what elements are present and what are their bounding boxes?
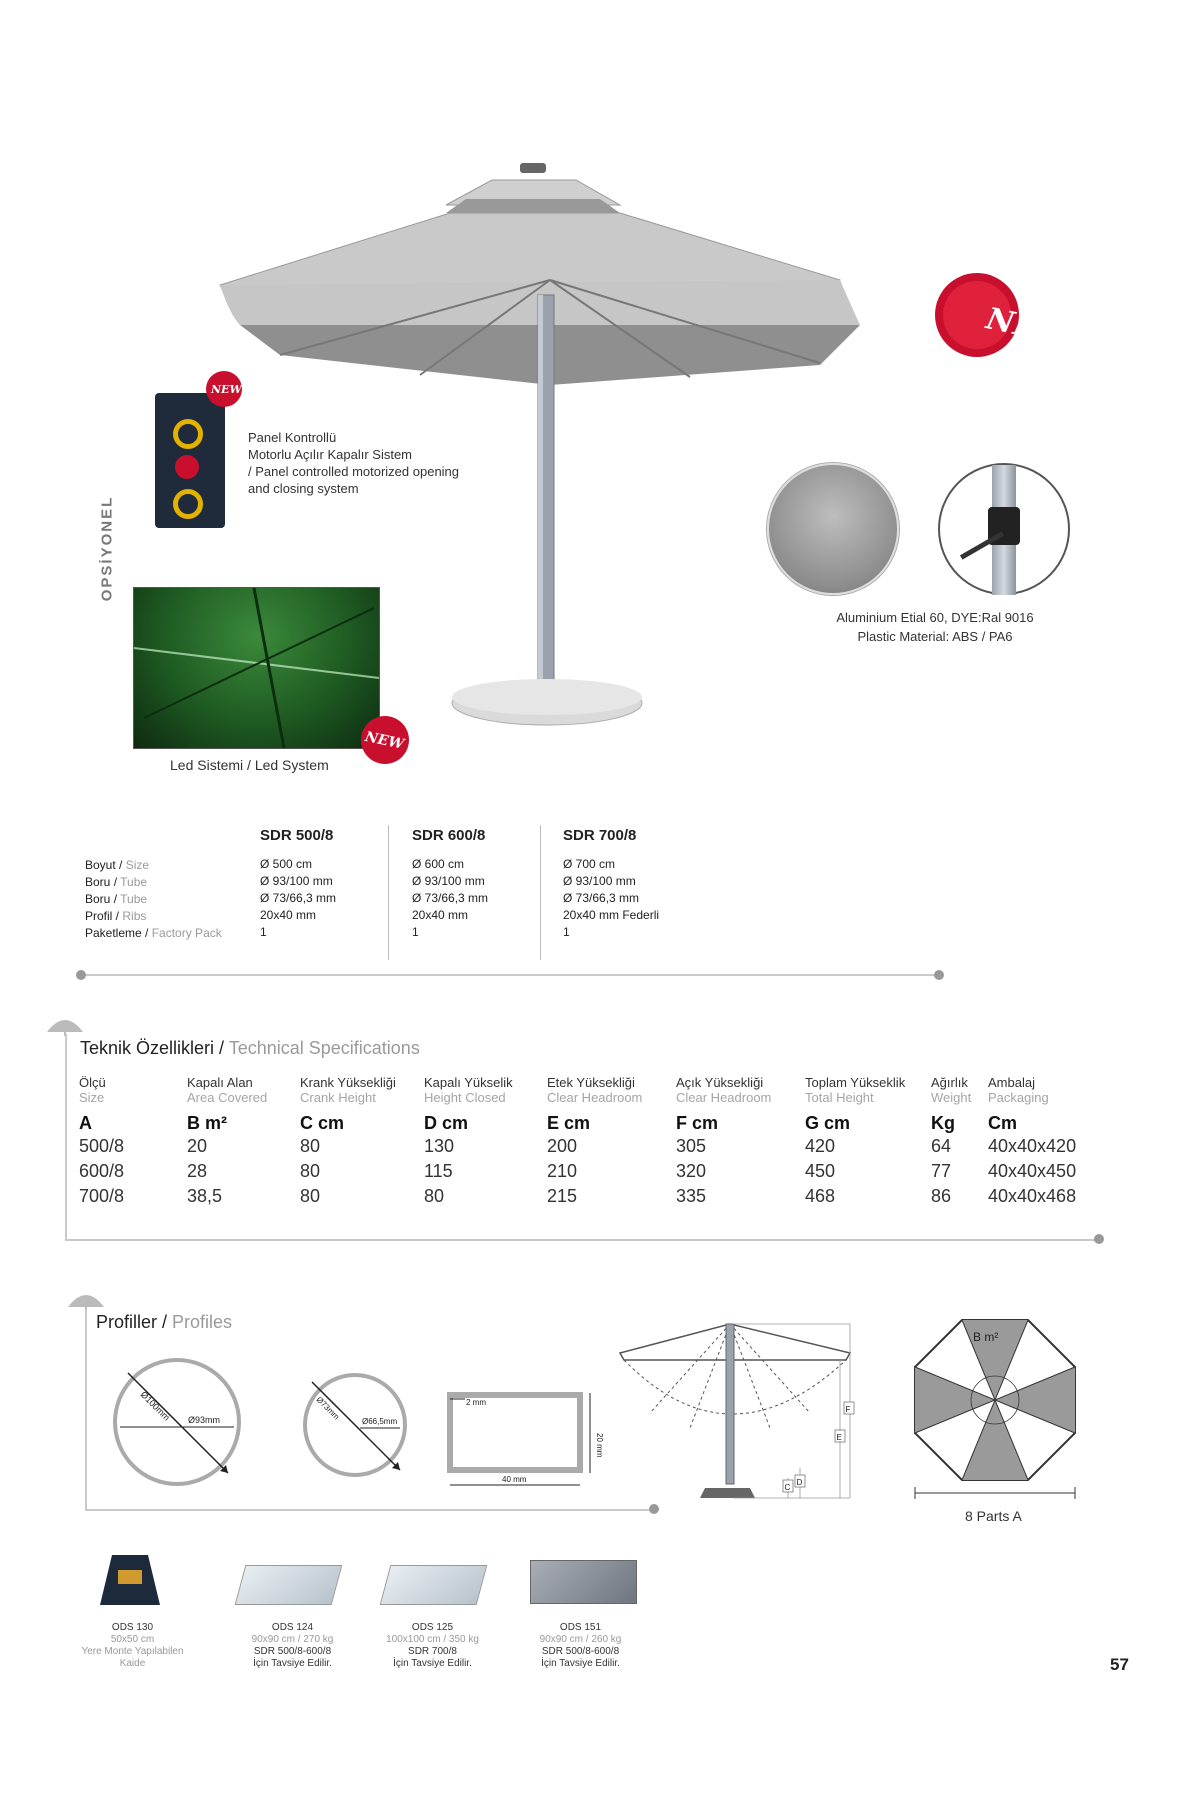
umbrella-icon xyxy=(45,1012,85,1036)
base-image xyxy=(240,1545,335,1615)
panel-line: and closing system xyxy=(248,481,359,496)
table-cell: 20 xyxy=(187,1136,208,1156)
column-header-tr: Açık Yüksekliği xyxy=(676,1075,764,1090)
column-header-en: Weight xyxy=(931,1090,972,1105)
column-header-en: Size xyxy=(79,1090,105,1105)
column-header-en: Area Covered xyxy=(187,1090,268,1105)
spec-value: 20x40 mm xyxy=(260,908,317,922)
column-unit: E cm xyxy=(547,1113,591,1133)
column-divider xyxy=(540,825,541,960)
column-unit: Cm xyxy=(988,1113,1018,1133)
tech-column xyxy=(676,1075,771,1207)
model-name: SDR 500/8 xyxy=(260,827,334,844)
yellow-button-icon xyxy=(173,419,203,449)
led-system-image xyxy=(133,587,380,749)
optional-side-label: OPSİYONEL xyxy=(98,495,116,602)
panel-new-badge-icon xyxy=(203,368,245,410)
column-unit: G cm xyxy=(805,1113,851,1133)
spec-label: Boru / Tube xyxy=(85,875,148,889)
table-cell: 130 xyxy=(424,1136,455,1156)
panel-description xyxy=(248,429,459,497)
pole-detail-image xyxy=(938,463,1070,595)
material-line-2: Plastic Material: ABS / PA6 xyxy=(857,629,1013,644)
column-header-tr: Ölçü xyxy=(79,1075,106,1090)
spec-value: Ø 93/100 mm xyxy=(412,874,485,888)
spec-label: Profil / Ribs xyxy=(85,909,147,923)
tech-column xyxy=(187,1075,267,1207)
dim-e-label: E xyxy=(836,1433,842,1442)
spec-value: 1 xyxy=(412,925,419,939)
column-unit: D cm xyxy=(424,1113,469,1133)
spec-value: Ø 93/100 mm xyxy=(563,874,636,888)
octagon-area-label: B m² xyxy=(973,1330,999,1344)
spec-value: Ø 73/66,3 mm xyxy=(260,891,337,905)
column-header-tr: Krank Yüksekliği xyxy=(300,1075,396,1090)
table-cell: 320 xyxy=(676,1161,707,1181)
yellow-button-icon xyxy=(173,489,203,519)
tube-profile-large xyxy=(110,1355,245,1490)
tech-table xyxy=(79,1075,1099,1235)
column-header-tr: Ağırlık xyxy=(931,1075,968,1090)
table-cell: 40x40x450 xyxy=(988,1161,1077,1181)
table-cell: 420 xyxy=(805,1136,836,1156)
column-header-en: Height Closed xyxy=(424,1090,506,1105)
base-caption: ODS 130 50x50 cm Yere Monte Yapılabilen Kaide xyxy=(81,1622,184,1669)
tech-column xyxy=(79,1075,124,1207)
base-caption: ODS 124 90x90 cm / 270 kg SDR 500/8-600/8 İçin Tavsiye Edilir. xyxy=(251,1622,334,1669)
table-cell: 468 xyxy=(805,1186,836,1206)
tech-column xyxy=(931,1075,971,1207)
model-column xyxy=(412,827,488,941)
tech-column xyxy=(300,1075,396,1207)
base-image xyxy=(385,1545,480,1615)
umbrella-dimension-diagram xyxy=(610,1318,900,1518)
red-button-icon xyxy=(175,455,199,479)
control-panel-image xyxy=(155,393,225,528)
section-divider xyxy=(80,974,940,976)
svg-text:NEW: NEW xyxy=(363,728,406,753)
column-header-en: Clear Headroom xyxy=(676,1090,772,1105)
profiles-title: Profiller / Profiles xyxy=(96,1312,233,1332)
svg-text:NEW: NEW xyxy=(211,383,242,396)
led-caption: Led Sistemi / Led System xyxy=(170,757,329,773)
table-cell: 210 xyxy=(547,1161,578,1181)
model-name: SDR 600/8 xyxy=(412,827,486,844)
spec-value: Ø 73/66,3 mm xyxy=(563,891,640,905)
base-image xyxy=(530,1540,635,1615)
table-cell: 450 xyxy=(805,1161,836,1181)
rib-wall-label: 2 mm xyxy=(466,1398,486,1407)
main-badge-text: NEW xyxy=(983,301,1073,354)
column-header-en: Clear Headroom xyxy=(547,1090,643,1105)
column-header-tr: Kapalı Yükselik xyxy=(424,1075,513,1090)
spec-labels xyxy=(85,857,222,942)
dim-d-label: D xyxy=(796,1478,803,1487)
spec-value: Ø 73/66,3 mm xyxy=(412,891,489,905)
table-cell: 80 xyxy=(300,1161,321,1181)
column-unit: Kg xyxy=(931,1113,955,1133)
table-cell: 215 xyxy=(547,1186,578,1206)
spec-label: Boru / Tube xyxy=(85,892,148,906)
spec-value: 1 xyxy=(260,925,267,939)
column-unit: A xyxy=(79,1113,92,1133)
base-caption: ODS 125 100x100 cm / 350 kg SDR 700/8 İçin Tavsiye Edilir. xyxy=(386,1622,479,1669)
table-cell: 40x40x468 xyxy=(988,1186,1077,1206)
rib-height-label: 20 mm xyxy=(595,1433,604,1458)
umbrella-icon xyxy=(66,1287,106,1311)
octagon-canopy-diagram xyxy=(905,1315,1085,1505)
panel-line: Panel Kontrollü xyxy=(248,430,337,445)
dim-c-label: C xyxy=(784,1483,791,1492)
model-column xyxy=(260,827,336,941)
table-cell: 305 xyxy=(676,1136,707,1156)
material-line-1: Aluminium Etial 60, DYE:Ral 9016 xyxy=(836,610,1034,625)
divider-dot xyxy=(934,970,944,980)
divider-dot xyxy=(76,970,86,980)
spec-value: Ø 700 cm xyxy=(563,857,616,871)
tube2-inner-label: Ø66,5mm xyxy=(362,1417,398,1426)
table-cell: 38,5 xyxy=(187,1186,223,1206)
frame-detail-image xyxy=(767,463,899,595)
column-unit: C cm xyxy=(300,1113,345,1133)
table-cell: 500/8 xyxy=(79,1136,125,1156)
table-cell: 335 xyxy=(676,1186,707,1206)
table-cell: 80 xyxy=(300,1136,321,1156)
spec-value: Ø 93/100 mm xyxy=(260,874,333,888)
column-header-tr: Kapalı Alan xyxy=(187,1075,253,1090)
column-header-tr: Etek Yüksekliği xyxy=(547,1075,635,1090)
table-cell: 64 xyxy=(931,1136,952,1156)
table-cell: 600/8 xyxy=(79,1161,125,1181)
column-header-tr: Toplam Yükseklik xyxy=(805,1075,906,1090)
column-header-en: Total Height xyxy=(805,1090,874,1105)
table-cell: 115 xyxy=(424,1161,453,1181)
tech-column xyxy=(547,1075,642,1207)
tech-frame-dot xyxy=(1094,1234,1104,1244)
spec-value: Ø 600 cm xyxy=(412,857,465,871)
model-column xyxy=(563,827,659,941)
table-cell: 80 xyxy=(424,1186,445,1206)
spec-value: Ø 500 cm xyxy=(260,857,313,871)
model-name: SDR 700/8 xyxy=(563,827,637,844)
table-cell: 86 xyxy=(931,1186,952,1206)
table-cell: 28 xyxy=(187,1161,208,1181)
spec-value: 1 xyxy=(563,925,570,939)
spec-value: 20x40 mm Federli xyxy=(563,908,660,922)
base-caption: ODS 151 90x90 cm / 260 kg SDR 500/8-600/8 İçin Tavsiye Edilir. xyxy=(539,1622,622,1669)
dim-f-label: F xyxy=(845,1405,851,1414)
column-header-en: Packaging xyxy=(988,1090,1049,1105)
led-new-badge-icon xyxy=(357,712,413,768)
material-caption xyxy=(770,608,1100,646)
base-image xyxy=(92,1540,167,1605)
column-unit: F cm xyxy=(676,1113,719,1133)
column-divider xyxy=(388,825,389,960)
table-cell: 40x40x420 xyxy=(988,1136,1077,1156)
tube1-inner-label: Ø93mm xyxy=(188,1415,221,1425)
tech-title: Teknik Özellikleri / Technical Specifications xyxy=(80,1038,420,1058)
table-cell: 80 xyxy=(300,1186,321,1206)
panel-line: / Panel controlled motorized opening xyxy=(248,464,460,479)
column-header-en: Crank Height xyxy=(300,1090,376,1105)
table-cell: 77 xyxy=(931,1161,952,1181)
spec-label: Paketleme / Factory Pack xyxy=(85,926,222,940)
spec-label: Boyut / Size xyxy=(85,858,150,872)
tube1-outer-label: Ø100mm xyxy=(138,1389,172,1423)
column-unit: B m² xyxy=(187,1113,227,1133)
tube-profile-small xyxy=(300,1370,410,1480)
octagon-caption: 8 Parts A xyxy=(965,1508,1022,1524)
panel-line: Motorlu Açılır Kapalır Sistem xyxy=(248,447,412,462)
tech-column xyxy=(805,1075,905,1207)
rib-width-label: 40 mm xyxy=(502,1475,527,1484)
tech-column xyxy=(988,1075,1076,1207)
page-number: 57 xyxy=(1110,1655,1129,1674)
rib-profile xyxy=(440,1385,615,1495)
table-cell: 700/8 xyxy=(79,1186,125,1206)
tech-column xyxy=(424,1075,513,1207)
new-badge-icon xyxy=(932,270,1073,360)
table-cell: 200 xyxy=(547,1136,578,1156)
tube2-outer-label: Ø73mm xyxy=(314,1395,342,1422)
spec-value: 20x40 mm xyxy=(412,908,469,922)
column-header-tr: Ambalaj xyxy=(988,1075,1035,1090)
